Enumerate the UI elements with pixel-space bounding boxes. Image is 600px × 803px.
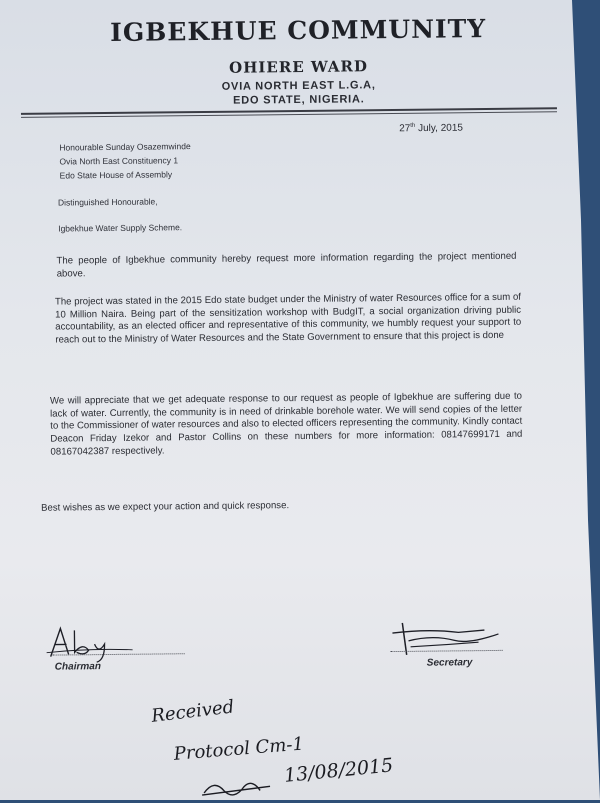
handwritten-initials-scribble	[200, 772, 280, 801]
date-suffix: th	[410, 122, 416, 129]
secretary-signature-image	[388, 618, 508, 659]
salutation: Distinguished Honourable,	[57, 196, 158, 208]
handwritten-date: 13/08/2015	[283, 754, 395, 787]
letterhead-state: EDO STATE, NIGERIA.	[233, 93, 365, 107]
chairman-label: Chairman	[54, 661, 101, 673]
body-paragraph-1: The people of Igbekhue community hereby request more information regarding the project mentioned above.	[56, 250, 517, 280]
date-day: 27	[399, 123, 411, 135]
chairman-signature-image	[46, 622, 136, 663]
body-paragraph-3: We will appreciate that we get adequate response to our request as people of Igbekhue are suffering due to lack of water. Currently, the community is in need of drinkable borehole water. We will send copies of the letter to the Commissioner of water resources and also to elected officers representing the community. Kindly contact Deacon Friday Izekor and Pastor Collins on these numbers for more information: 08147699171 and 08167042387 respectively.	[49, 390, 523, 458]
recipient-name: Honourable Sunday Osazemwinde	[59, 141, 191, 153]
handwritten-protocol: Protocol Cm-1	[173, 733, 305, 765]
letterhead-lga: OVIA NORTH EAST L.G.A,	[221, 79, 376, 93]
letterhead-ward: OHIERE WARD	[229, 57, 369, 77]
date-rest: July, 2015	[415, 122, 463, 135]
letter-date	[399, 122, 463, 134]
recipient-house: Edo State House of Assembly	[59, 169, 173, 181]
handwritten-received: Received	[150, 696, 236, 727]
closing-line: Best wishes as we expect your action and quick response.	[41, 500, 290, 514]
subject-line: Igbekhue Water Supply Scheme.	[58, 222, 183, 234]
recipient-constituency: Ovia North East Constituency 1	[59, 155, 179, 167]
letterhead-title: IGBEKHUE COMMUNITY	[110, 14, 487, 47]
secretary-label: Secretary	[426, 657, 473, 669]
body-paragraph-2: The project was stated in the 2015 Edo state budget under the Ministry of water Resources office for a sum of 10 Million Naira. Being part of the sensitization workshop with BudgIT, a social organization driving public accountability, as an elected officer and representative of this community, we humbly request your support to reach out to the Ministry of Water Resources and the State Government to ensure that this project is done	[54, 291, 522, 346]
